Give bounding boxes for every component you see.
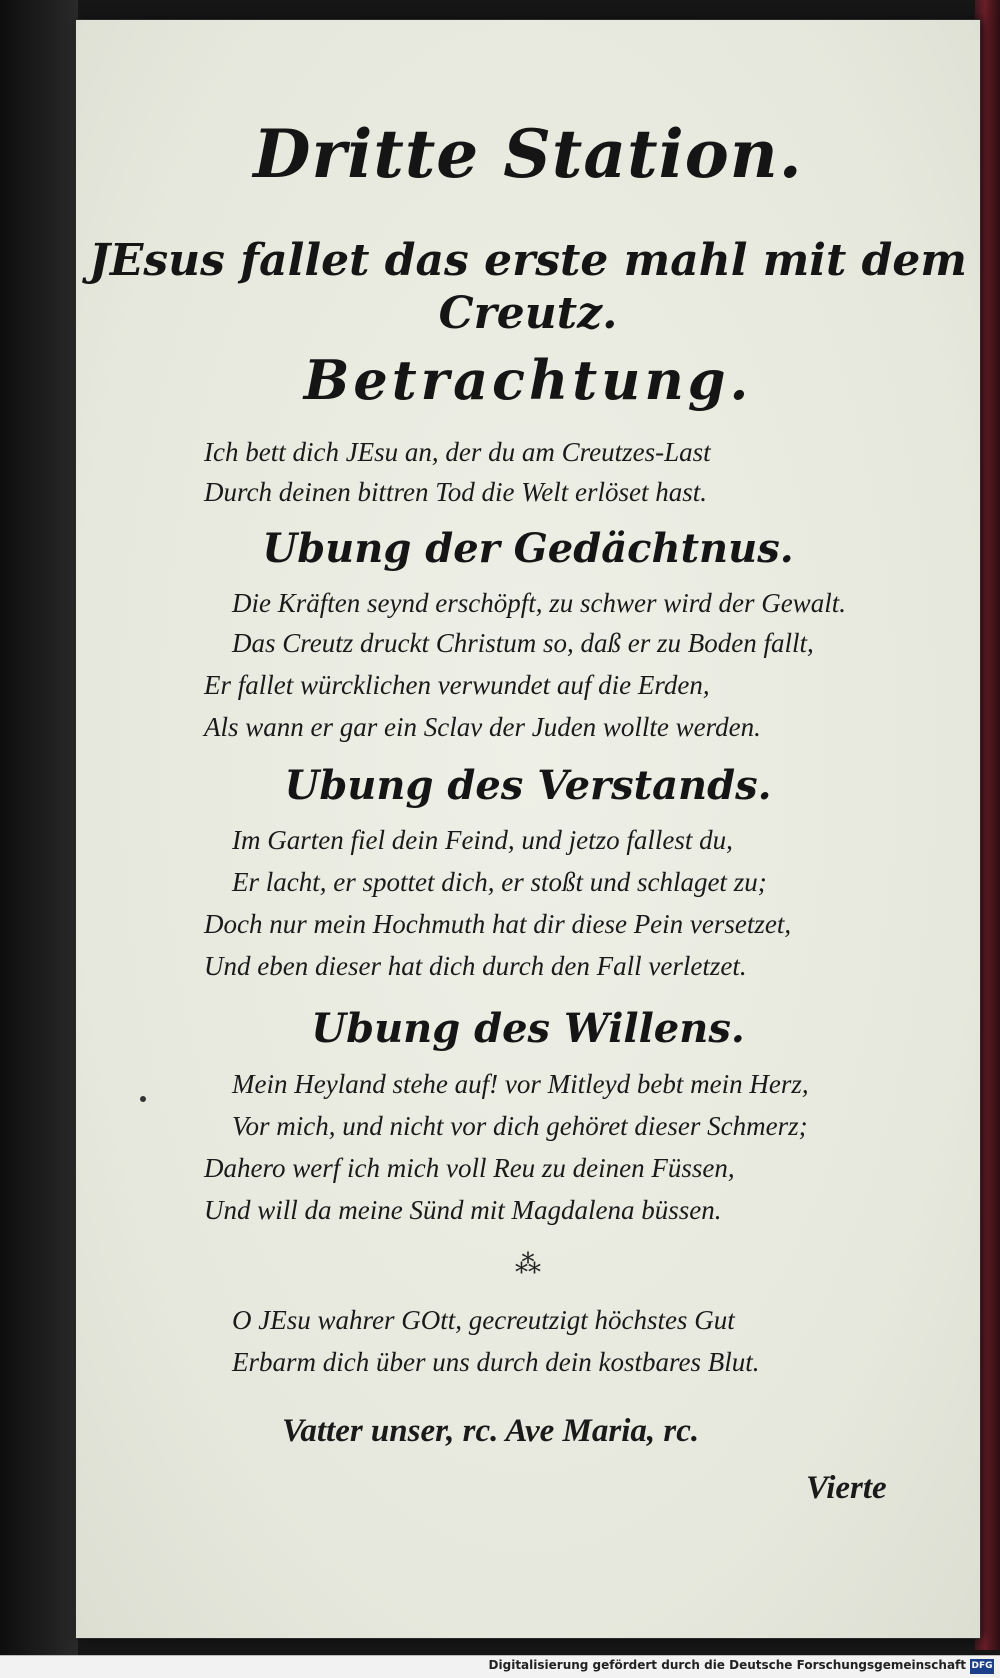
section-heading-betrachtung: Betrachtung. — [303, 348, 753, 412]
book-page — [76, 20, 980, 1638]
verstands-line: Und eben dieser hat dich durch den Fall verletzet. — [204, 951, 747, 981]
spine-shadow — [0, 0, 78, 1677]
verstands-line: Doch nur mein Hochmuth hat dir diese Pein versetzet, — [204, 909, 792, 939]
verstands-line: Im Garten fiel dein Feind, und jetzo fallest du, — [232, 825, 733, 855]
gedaechtnus-line: Als wann er gar ein Sclav der Juden wollte werden. — [204, 712, 761, 742]
willens-line: Vor mich, und nicht vor dich gehöret dieser Schmerz; — [232, 1111, 808, 1141]
footer-bar — [0, 1655, 1000, 1678]
footer-credit: Digitalisierung gefördert durch die Deutsche Forschungsgemeinschaft — [488, 1658, 966, 1672]
prayer-line: O JEsu wahrer GOtt, gecreutzigt höchstes Gut — [232, 1305, 735, 1335]
ornament-stars: ⁂ — [515, 1250, 541, 1280]
gedaechtnus-line: Das Creutz druckt Christum so, daß er zu Boden fallt, — [232, 628, 814, 658]
willens-line: Dahero werf ich mich voll Reu zu deinen Füssen, — [204, 1153, 735, 1183]
willens-line: Und will da meine Sünd mit Magdalena büssen. — [204, 1195, 722, 1225]
station-subtitle-line-2: Creutz. — [438, 288, 618, 339]
betrachtung-line: Durch deinen bittren Tod die Welt erlöset hast. — [204, 477, 707, 507]
heading-gedaechtnus: Ubung der Gedächtnus. — [262, 525, 794, 572]
verstands-line: Er lacht, er spottet dich, er stoßt und schlaget zu; — [232, 867, 767, 897]
page-title: Dritte Station. — [253, 115, 803, 193]
ink-speck — [140, 1096, 146, 1102]
gedaechtnus-line: Er fallet würcklichen verwundet auf die Erden, — [204, 670, 710, 700]
heading-willens: Ubung des Willens. — [311, 1005, 745, 1052]
prayer-line: Erbarm dich über uns durch dein kostbares Blut. — [232, 1347, 760, 1377]
catchword: Vierte — [806, 1470, 887, 1506]
closing-prayer-line: Vatter unser, rc. Ave Maria, rc. — [282, 1413, 700, 1449]
betrachtung-line: Ich bett dich JEsu an, der du am Creutzes-Last — [204, 437, 711, 467]
station-subtitle-line-1: JEsus fallet das erste mahl mit dem — [89, 235, 967, 286]
dfg-logo-icon: DFG — [970, 1659, 994, 1674]
heading-verstands: Ubung des Verstands. — [284, 762, 772, 809]
willens-line: Mein Heyland stehe auf! vor Mitleyd bebt mein Herz, — [232, 1069, 809, 1099]
gedaechtnus-line: Die Kräften seynd erschöpft, zu schwer wird der Gewalt. — [232, 588, 846, 618]
